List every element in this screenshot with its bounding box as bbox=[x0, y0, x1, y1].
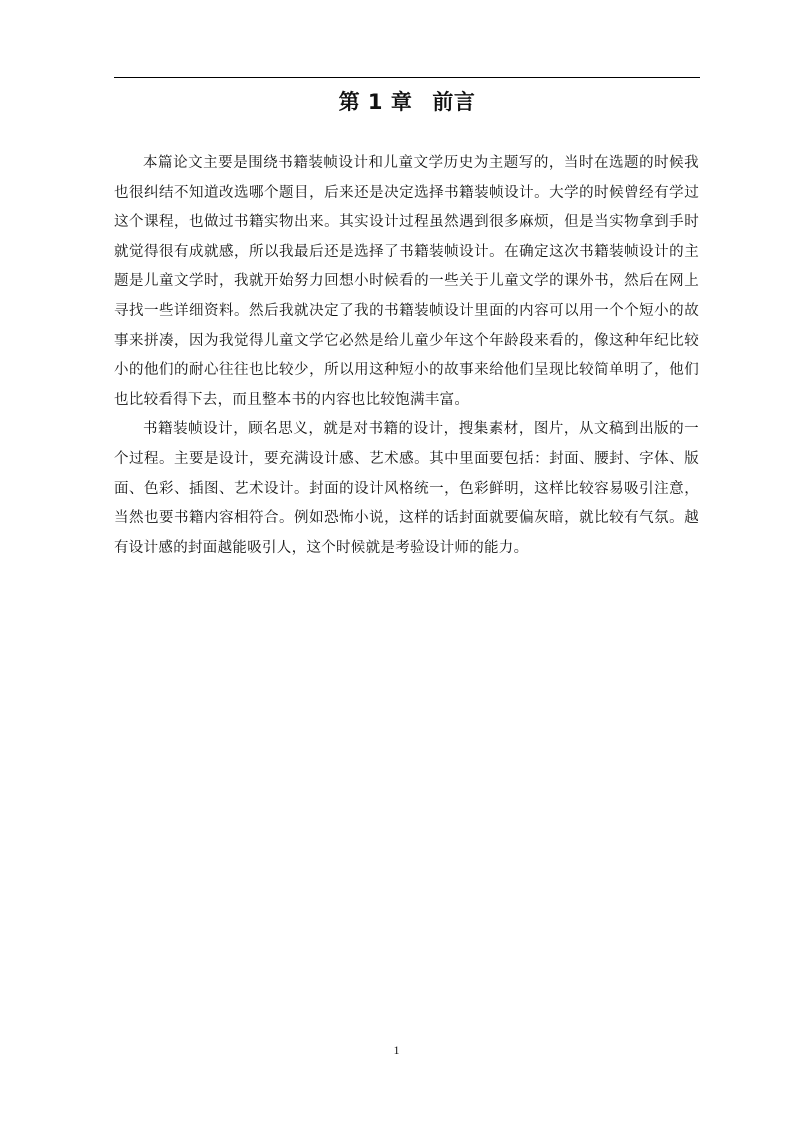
paragraph-1: 本篇论文主要是围绕书籍装帧设计和儿童文学历史为主题写的，当时在选题的时候我也很纠结不知道改选哪个题目，后来还是决定选择书籍装帧设计。大学的时候曾经有学过这个课程，也做过书籍实物出来。其实设计过程虽然遇到很多麻烦，但是当实物拿到手时就觉得很有成就感，所以我最后还是选择了书籍装帧设计。在确定这次书籍装帧设计的主题是儿童文学时，我就开始努力回想小时候看的一些关于儿童文学的课外书，然后在网上寻找一些详细资料。然后我就决定了我的书籍装帧设计里面的内容可以用一个个短小的故事来拼凑，因为我觉得儿童文学它必然是给儿童少年这个年龄段来看的，像这种年纪比较小的他们的耐心往往也比较少，所以用这种短小的故事来给他们呈现比较简单明了，他们也比较看得下去，而且整本书的内容也比较饱满丰富。 bbox=[114, 155, 699, 408]
body-text bbox=[114, 149, 699, 563]
header-rule bbox=[114, 77, 700, 78]
chapter-number: 第 1 章 bbox=[338, 90, 413, 114]
chapter-title bbox=[114, 88, 700, 116]
chapter-name: 前言 bbox=[432, 90, 476, 114]
page-number: 1 bbox=[393, 1043, 400, 1057]
paragraph-2: 书籍装帧设计，顾名思义，就是对书籍的设计，搜集素材，图片，从文稿到出版的一个过程。主要是设计，要充满设计感、艺术感。其中里面要包括：封面、腰封、字体、版面、色彩、插图、艺术设计。封面的设计风格统一，色彩鲜明，这样比较容易吸引注意，当然也要书籍内容相符合。例如恐怖小说，这样的话封面就要偏灰暗，就比较有气氛。越有设计感的封面越能吸引人，这个时候就是考验设计师的能力。 bbox=[114, 421, 699, 556]
